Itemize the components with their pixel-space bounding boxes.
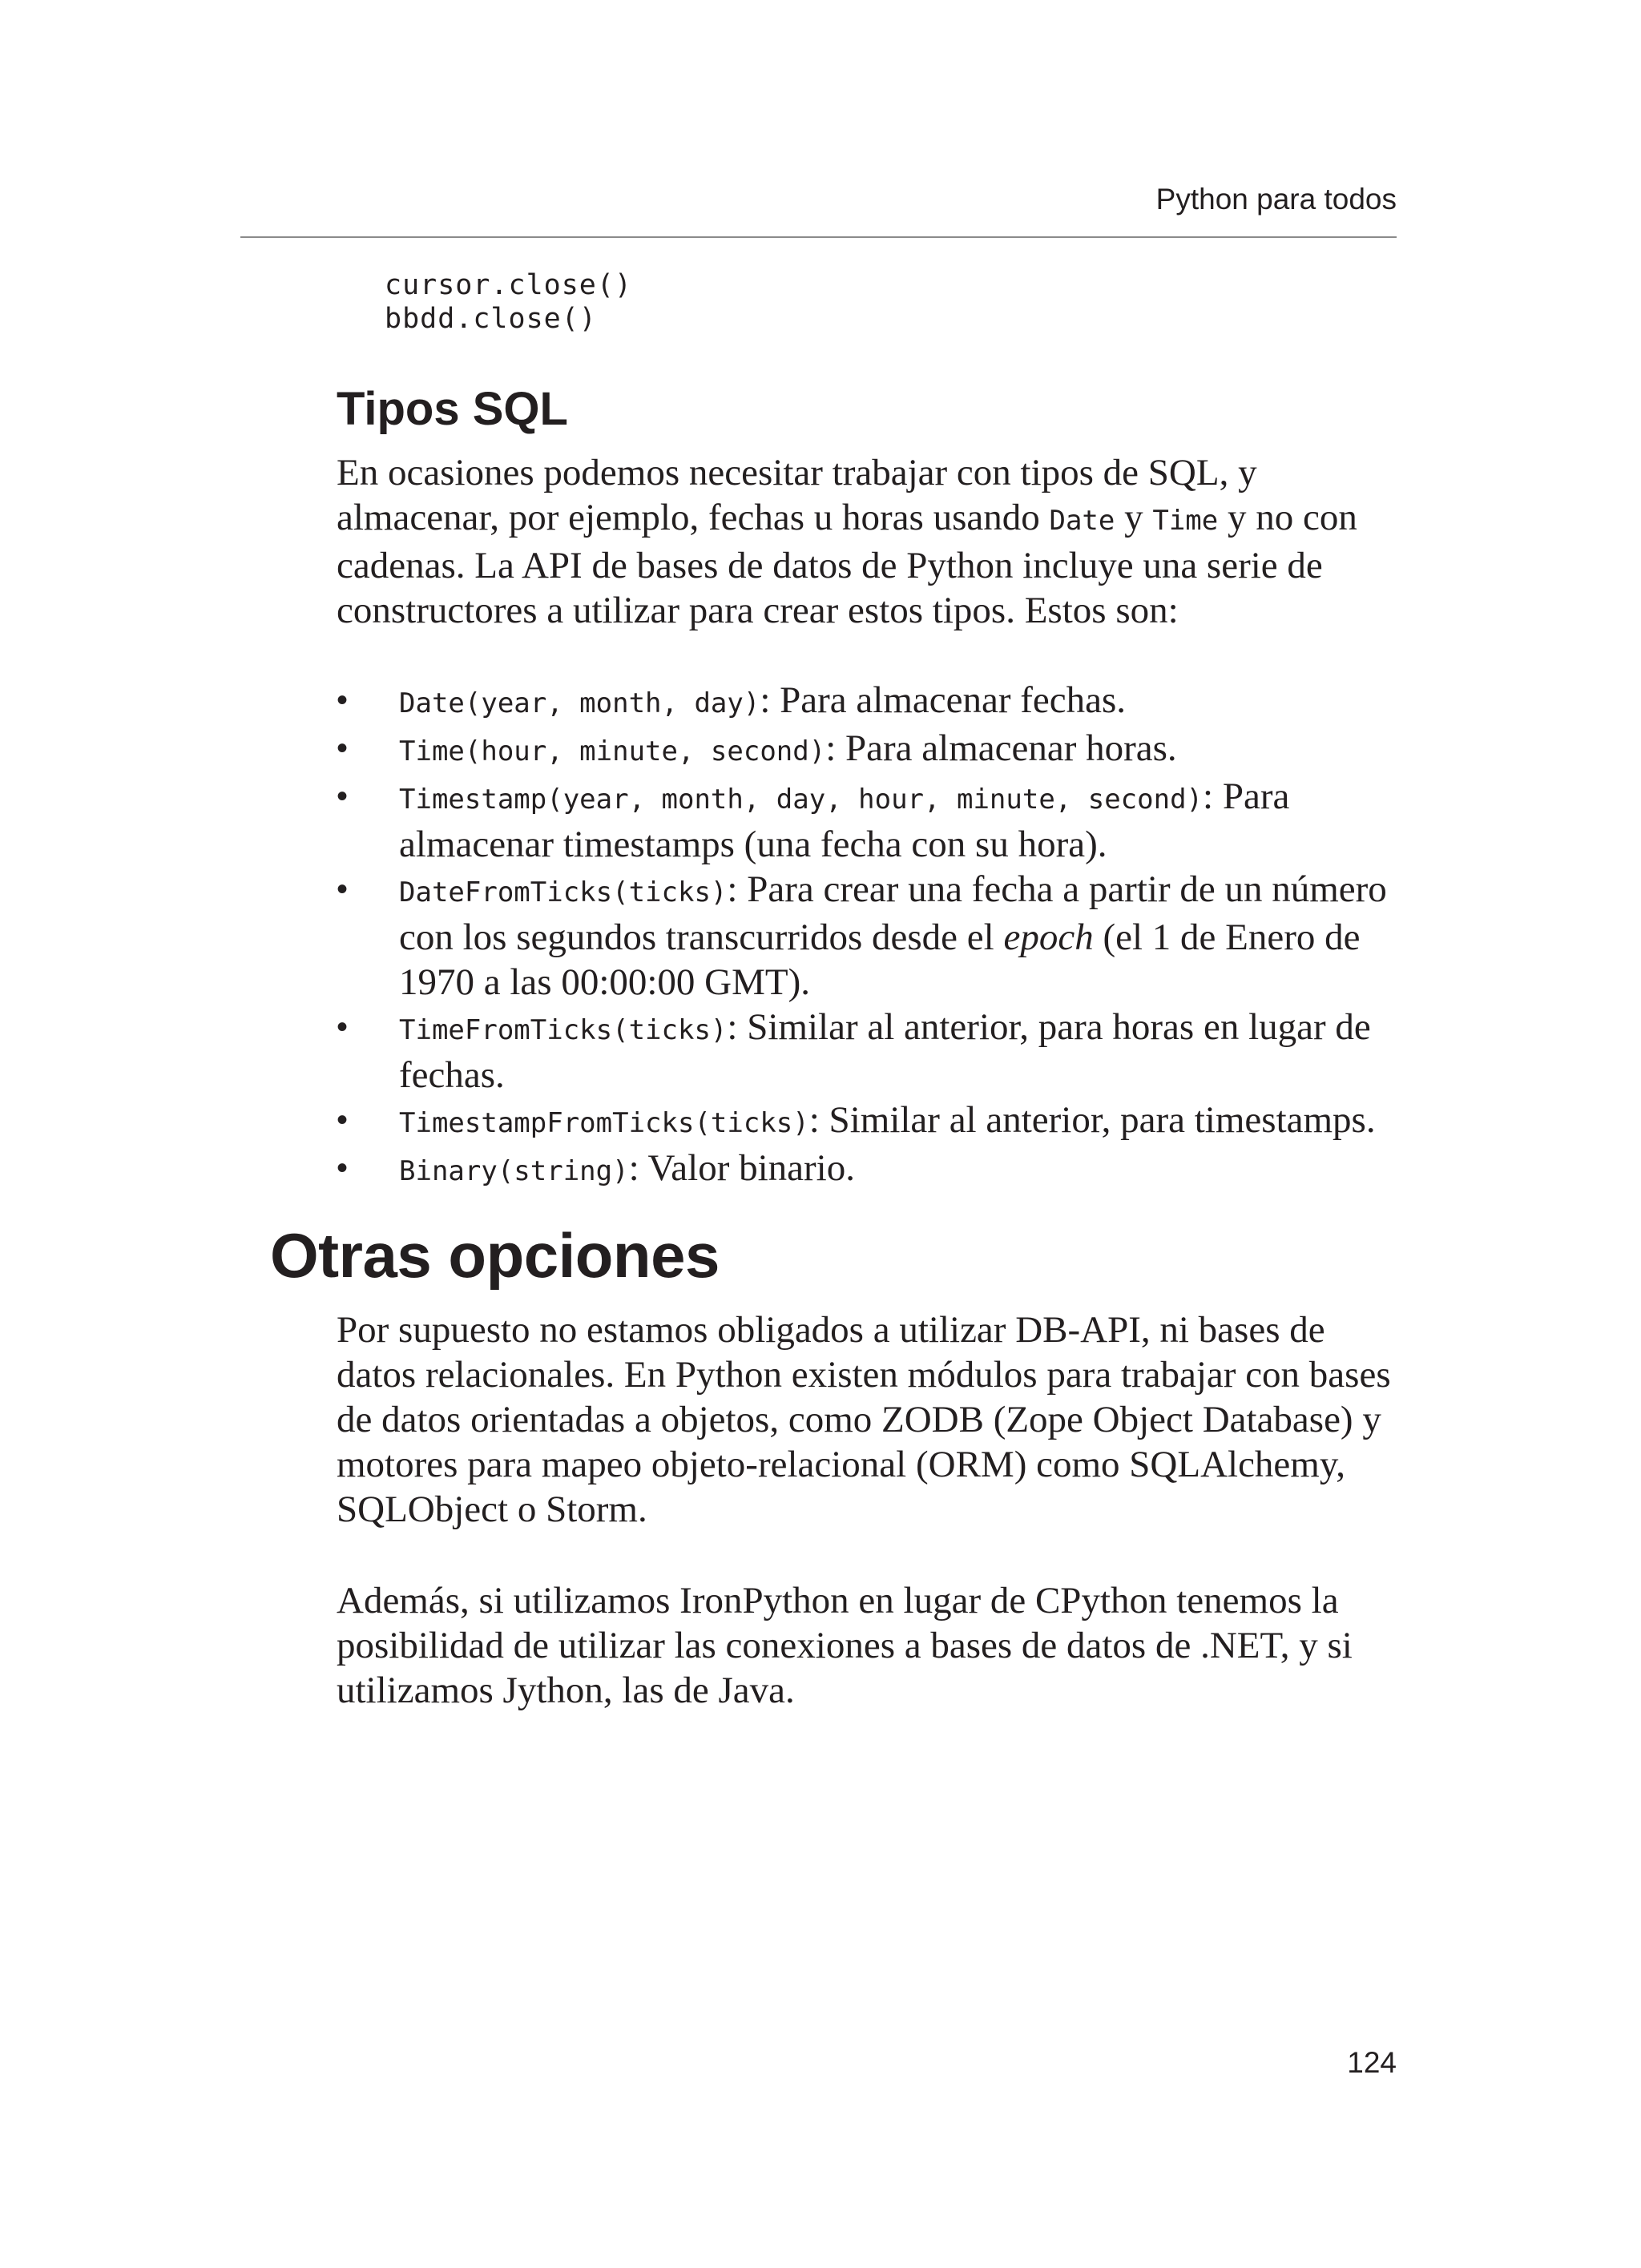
bullet-icon: • <box>337 1102 349 1138</box>
bullet-icon: • <box>337 731 349 766</box>
list-item <box>337 774 1402 867</box>
intro-text: y <box>1115 497 1153 538</box>
inline-code-time: Time <box>1152 505 1219 537</box>
sql-type-constructors-list <box>337 678 1402 1194</box>
constructor-description: : Similar al anterior, para horas en lugar de fechas. <box>399 1006 1371 1096</box>
constructor-description: : Para almacenar timestamps (una fecha con su hora). <box>399 775 1290 865</box>
emphasis-epoch: epoch <box>1003 916 1094 958</box>
constructor-description: : Para crear una fecha a partir de un número con los segundos transcurridos desde el <box>399 868 1387 958</box>
list-item <box>337 1146 1402 1194</box>
constructor-description: : Para almacenar fechas. <box>760 679 1127 721</box>
constructor-description: : Similar al anterior, para timestamps. <box>808 1099 1376 1141</box>
list-item <box>337 678 1402 726</box>
constructor-description: : Para almacenar horas. <box>825 727 1177 769</box>
bullet-icon: • <box>337 1009 349 1045</box>
list-item <box>337 1005 1402 1098</box>
code-block <box>385 268 632 336</box>
page-number: 124 <box>1347 2046 1397 2079</box>
section-heading-tipos-sql: Tipos SQL <box>337 383 568 435</box>
header-rule <box>240 236 1397 238</box>
constructor-code: TimestampFromTicks(ticks) <box>399 1107 809 1139</box>
list-item <box>337 1098 1402 1146</box>
tipos-sql-intro-paragraph <box>337 450 1402 633</box>
constructor-description-continued: (el 1 de Enero de 1970 a las 00:00:00 GMT). <box>399 916 1361 1003</box>
list-item <box>337 726 1402 774</box>
constructor-code: Date(year, month, day) <box>399 687 760 719</box>
list-item <box>337 867 1402 1005</box>
intro-text: y no con cadenas. La API de bases de datos de Python incluye una serie de constructores a utilizar para crear estos tipos. Estos son: <box>337 497 1357 631</box>
constructor-code: Time(hour, minute, second) <box>399 735 826 767</box>
intro-text: En ocasiones podemos necesitar trabajar con tipos de SQL, y almacenar, por ejemplo, fechas u horas usando <box>337 452 1257 538</box>
otras-opciones-paragraph-1: Por supuesto no estamos obligados a utilizar DB-API, ni bases de datos relacionales. En Python existen módulos para trabajar con bases de datos orientadas a objetos, como ZODB (Zope Object Database) y motores para mapeo objeto-relacional (ORM) como SQLAlchemy, SQLObject o Storm. <box>337 1309 1391 1530</box>
code-line: cursor.close() <box>385 269 633 301</box>
code-line: bbdd.close() <box>385 303 597 335</box>
otras-opciones-paragraph-2: Además, si utilizamos IronPython en lugar de CPython tenemos la posibilidad de utilizar las conexiones a bases de datos de .NET, y si utilizamos Jython, las de Java. <box>337 1580 1353 1711</box>
constructor-code: Timestamp(year, month, day, hour, minute, second) <box>399 784 1204 816</box>
bullet-icon: • <box>337 683 349 718</box>
section-heading-otras-opciones: Otras opciones <box>270 1220 720 1291</box>
constructor-code: Binary(string) <box>399 1155 629 1187</box>
running-header: Python para todos <box>1155 183 1397 216</box>
constructor-code: TimeFromTicks(ticks) <box>399 1014 728 1046</box>
constructor-code: DateFromTicks(ticks) <box>399 876 728 908</box>
bullet-icon: • <box>337 779 349 814</box>
bullet-icon: • <box>337 1150 349 1186</box>
constructor-description: : Valor binario. <box>628 1147 855 1189</box>
inline-code-date: Date <box>1049 505 1115 537</box>
bullet-icon: • <box>337 872 349 907</box>
